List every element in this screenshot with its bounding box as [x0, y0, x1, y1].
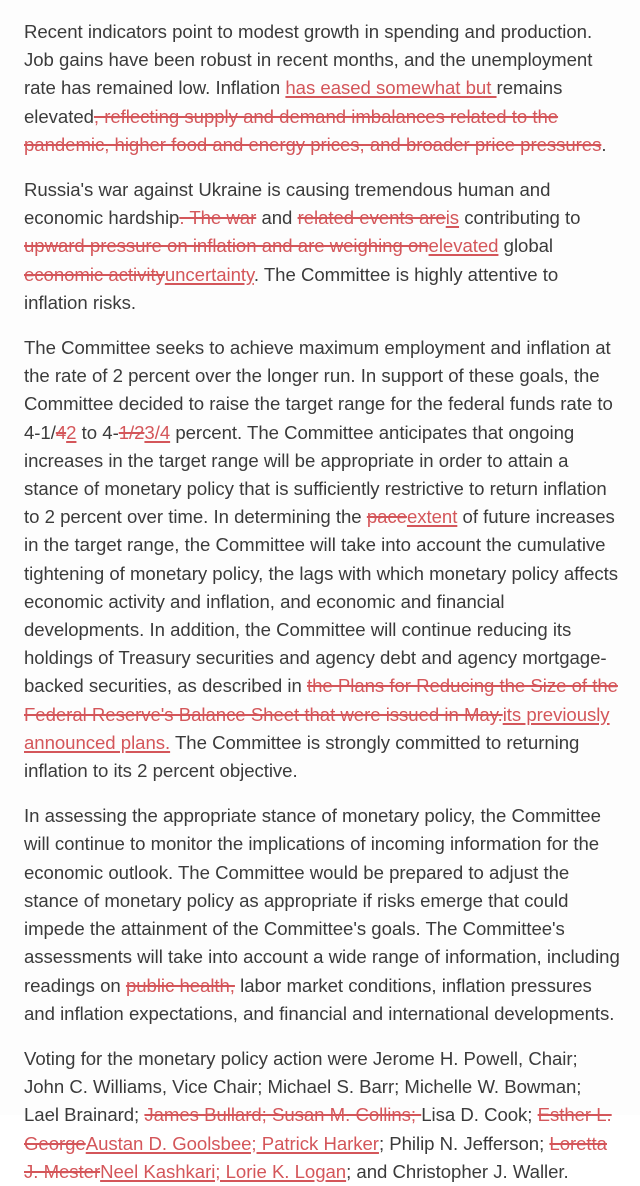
text-run: Russia's war against Ukraine is causing tremendous human and economic hardship [24, 179, 551, 229]
deleted-text-run: Loretta J. Mester [24, 1132, 607, 1182]
text-run: Lisa D. Cook; [421, 1104, 538, 1126]
deleted-text-run: 1/2 [118, 421, 145, 443]
deleted-text-run: economic activity [24, 263, 165, 285]
deleted-text-run: James Bullard; Susan M. Collins; [144, 1104, 422, 1126]
inserted-text-run: elevated [428, 235, 499, 257]
text-run: . [601, 133, 607, 155]
text-run: Recent indicators point to modest growth in spending and production. Job gains have been robust in recent months, and the unemployment rate has remained low. Inflation [24, 21, 593, 99]
text-run: remains elevated [24, 77, 563, 127]
inserted-text-run: is [445, 207, 460, 229]
text-run: contributing to [459, 207, 581, 229]
inserted-text-run: uncertainty [164, 263, 254, 285]
text-run: Voting for the monetary policy action were Jerome H. Powell, Chair; John C. Williams, Vice Chair; Michael S. Barr; Michelle W. Bowman; Lael Brainard; [24, 1047, 582, 1126]
text-run: ; Philip N. Jefferson; [378, 1132, 550, 1154]
paragraph-p4-assessment [24, 802, 620, 1028]
deleted-text-run: the Plans for Reducing the Size of the Federal Reserve's Balance Sheet that were issued in May. [24, 675, 618, 725]
inserted-text-run: Neel Kashkari; Lorie K. Logan [100, 1160, 347, 1182]
deleted-text-run: pace [366, 506, 407, 528]
inserted-text-run: extent [406, 506, 458, 528]
inserted-text-run: has eased somewhat but [285, 77, 497, 99]
paragraph-p1-economic-conditions [24, 18, 620, 159]
text-run: The Committee is strongly committed to returning inflation to its 2 percent objective. [24, 731, 580, 782]
inserted-text-run: 2 [66, 421, 77, 443]
paragraph-p3-policy-decision [24, 334, 620, 785]
deleted-text-run: Esther L. George [24, 1104, 612, 1154]
inserted-text-run: 3/4 [144, 421, 171, 443]
paragraph-p2-russia-ukraine [24, 176, 620, 317]
text-run: labor market conditions, inflation pressures and inflation expectations, and financial and international developments. [24, 974, 615, 1024]
text-run: global [498, 235, 553, 257]
text-run: . The Committee is highly attentive to inflation risks. [24, 263, 559, 313]
deleted-text-run: . The war [179, 207, 257, 229]
text-run: The Committee seeks to achieve maximum employment and inflation at the rate of 2 percent over the longer run. In support of these goals, the Committee decided to raise the target range for the federal funds rate to 4-1/ [24, 337, 613, 443]
text-run: ; and Christopher J. Waller. [346, 1160, 569, 1182]
paragraph-p5-voting [24, 1045, 620, 1186]
text-run: In assessing the appropriate stance of monetary policy, the Committee will continue to monitor the implications of incoming information for the economic outlook. The Committee would be prepared to adjust the stance of monetary policy as appropriate if risks emerge that could impede the attainment of the Committee's goals. The Committee's assessments will take into account a wide range of information, including readings on [24, 805, 620, 996]
inserted-text-run: its previously announced plans. [24, 703, 610, 753]
deleted-text-run: related events are [297, 207, 446, 229]
text-run: of future increases in the target range, the Committee will take into account the cumulative tightening of monetary policy, the lags with which monetary policy affects economic activity and inflation, and economic and financial developments. In addition, the Committee will continue reducing its holdings of Treasury securities and agency debt and agency mortgage-backed securities, as described in [24, 506, 618, 697]
deleted-text-run: upward pressure on inflation and are weighing on [24, 235, 429, 257]
text-run: percent. The Committee anticipates that ongoing increases in the target range will be appropriate in order to attain a stance of monetary policy that is sufficiently restrictive to return inflation to 2 percent over time. In determining the [24, 421, 607, 528]
deleted-text-run: , reflecting supply and demand imbalances related to the pandemic, higher food and energy prices, and broader price pressures [24, 105, 602, 155]
deleted-text-run: 4 [55, 421, 67, 443]
inserted-text-run: Austan D. Goolsbee; Patrick Harker [85, 1132, 379, 1154]
text-run: to 4- [76, 421, 119, 443]
deleted-text-run: public health, [125, 974, 235, 996]
text-run: and [256, 207, 298, 229]
